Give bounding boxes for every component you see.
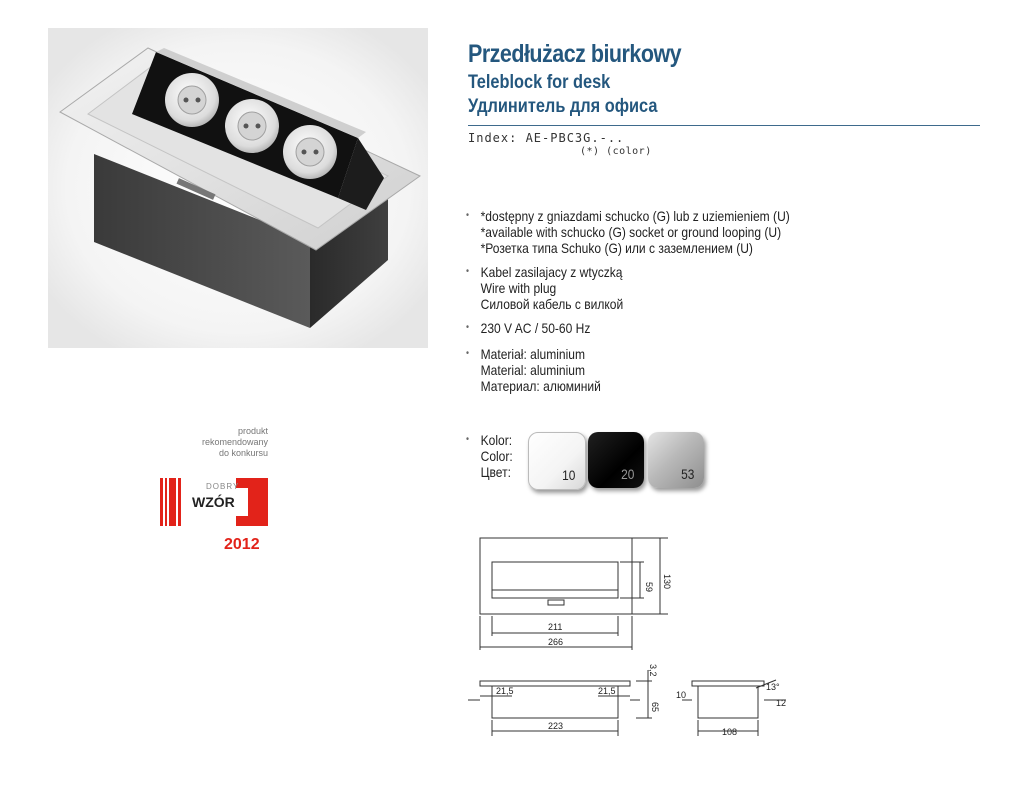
feature-line: Materiał: aluminium	[480, 346, 586, 362]
feature-line: 230 V AC / 50-60 Hz	[480, 320, 591, 336]
swatch-code: 53	[681, 466, 695, 482]
badge-small-label: DOBRY	[206, 482, 240, 491]
swatch-code: 20	[621, 466, 635, 482]
feature-list	[466, 208, 886, 402]
product-photo	[48, 28, 428, 348]
dim-65: 65	[650, 702, 660, 713]
color-swatch-white	[528, 432, 586, 490]
swatch-code: 10	[562, 467, 576, 483]
feature-line: Kabel zasilajacy z wtyczką	[480, 264, 623, 280]
badge-caption	[148, 426, 268, 459]
bullet-dot-icon: •	[466, 322, 470, 333]
color-swatch-silver	[648, 432, 704, 488]
color-label: Kolor:	[480, 432, 513, 448]
badge-caption-line: do konkursu	[218, 448, 268, 458]
dim-21-5-left: 21,5	[496, 686, 514, 696]
bullet-dot-icon: •	[466, 210, 470, 221]
feature-line: *available with schucko (G) socket or ground looping (U)	[480, 224, 782, 240]
feature-item	[466, 264, 827, 312]
feature-line: *Розетка типа Schuko (G) или с заземлением (U)	[480, 240, 753, 256]
feature-line: Силовой кабель с вилкой	[480, 296, 624, 312]
feature-line: Wire with plug	[480, 280, 557, 296]
feature-item	[466, 320, 827, 336]
dim-266: 266	[548, 637, 564, 647]
title-en: Teleblock for desk	[468, 72, 611, 93]
feature-item	[466, 208, 827, 256]
dim-108: 108	[722, 727, 738, 737]
title-pl: Przedłużacz biurkowy	[468, 40, 682, 68]
dim-13-deg: 13°	[766, 682, 780, 692]
feature-line: Material: aluminium	[480, 362, 586, 378]
feature-line: *dostępny z gniazdami schucko (G) lub z uziemieniem (U)	[480, 208, 790, 224]
bullet-dot-icon: •	[466, 348, 470, 359]
color-label: Цвет:	[480, 464, 511, 480]
color-swatch-black	[588, 432, 644, 488]
dim-223: 223	[548, 721, 564, 731]
award-badge	[148, 426, 278, 556]
dim-3-2: 3,2	[648, 664, 658, 677]
badge-big-label: WZÓR	[192, 494, 235, 510]
color-label: Color:	[480, 448, 513, 464]
dim-10: 10	[676, 690, 687, 700]
bullet-dot-icon: •	[466, 266, 470, 277]
technical-drawing	[460, 530, 800, 740]
badge-year: 2012	[224, 536, 260, 553]
dim-12: 12	[776, 698, 787, 708]
bullet-dot-icon: •	[466, 434, 470, 445]
title-ru: Удлинитель для офиса	[468, 96, 658, 117]
index-note: (*) (color)	[580, 146, 652, 157]
dim-211: 211	[548, 622, 563, 632]
feature-line: Материал: алюминий	[480, 378, 601, 394]
dim-21-5-right: 21,5	[598, 686, 616, 696]
badge-caption-line: produkt	[237, 426, 268, 436]
feature-item	[466, 346, 827, 394]
badge-caption-line: rekomendowany	[201, 437, 268, 447]
product-index: Index: AE-PBC3G.-..	[468, 131, 625, 145]
dim-59: 59	[644, 582, 654, 593]
dim-130: 130	[662, 574, 672, 590]
title-divider	[468, 125, 980, 126]
